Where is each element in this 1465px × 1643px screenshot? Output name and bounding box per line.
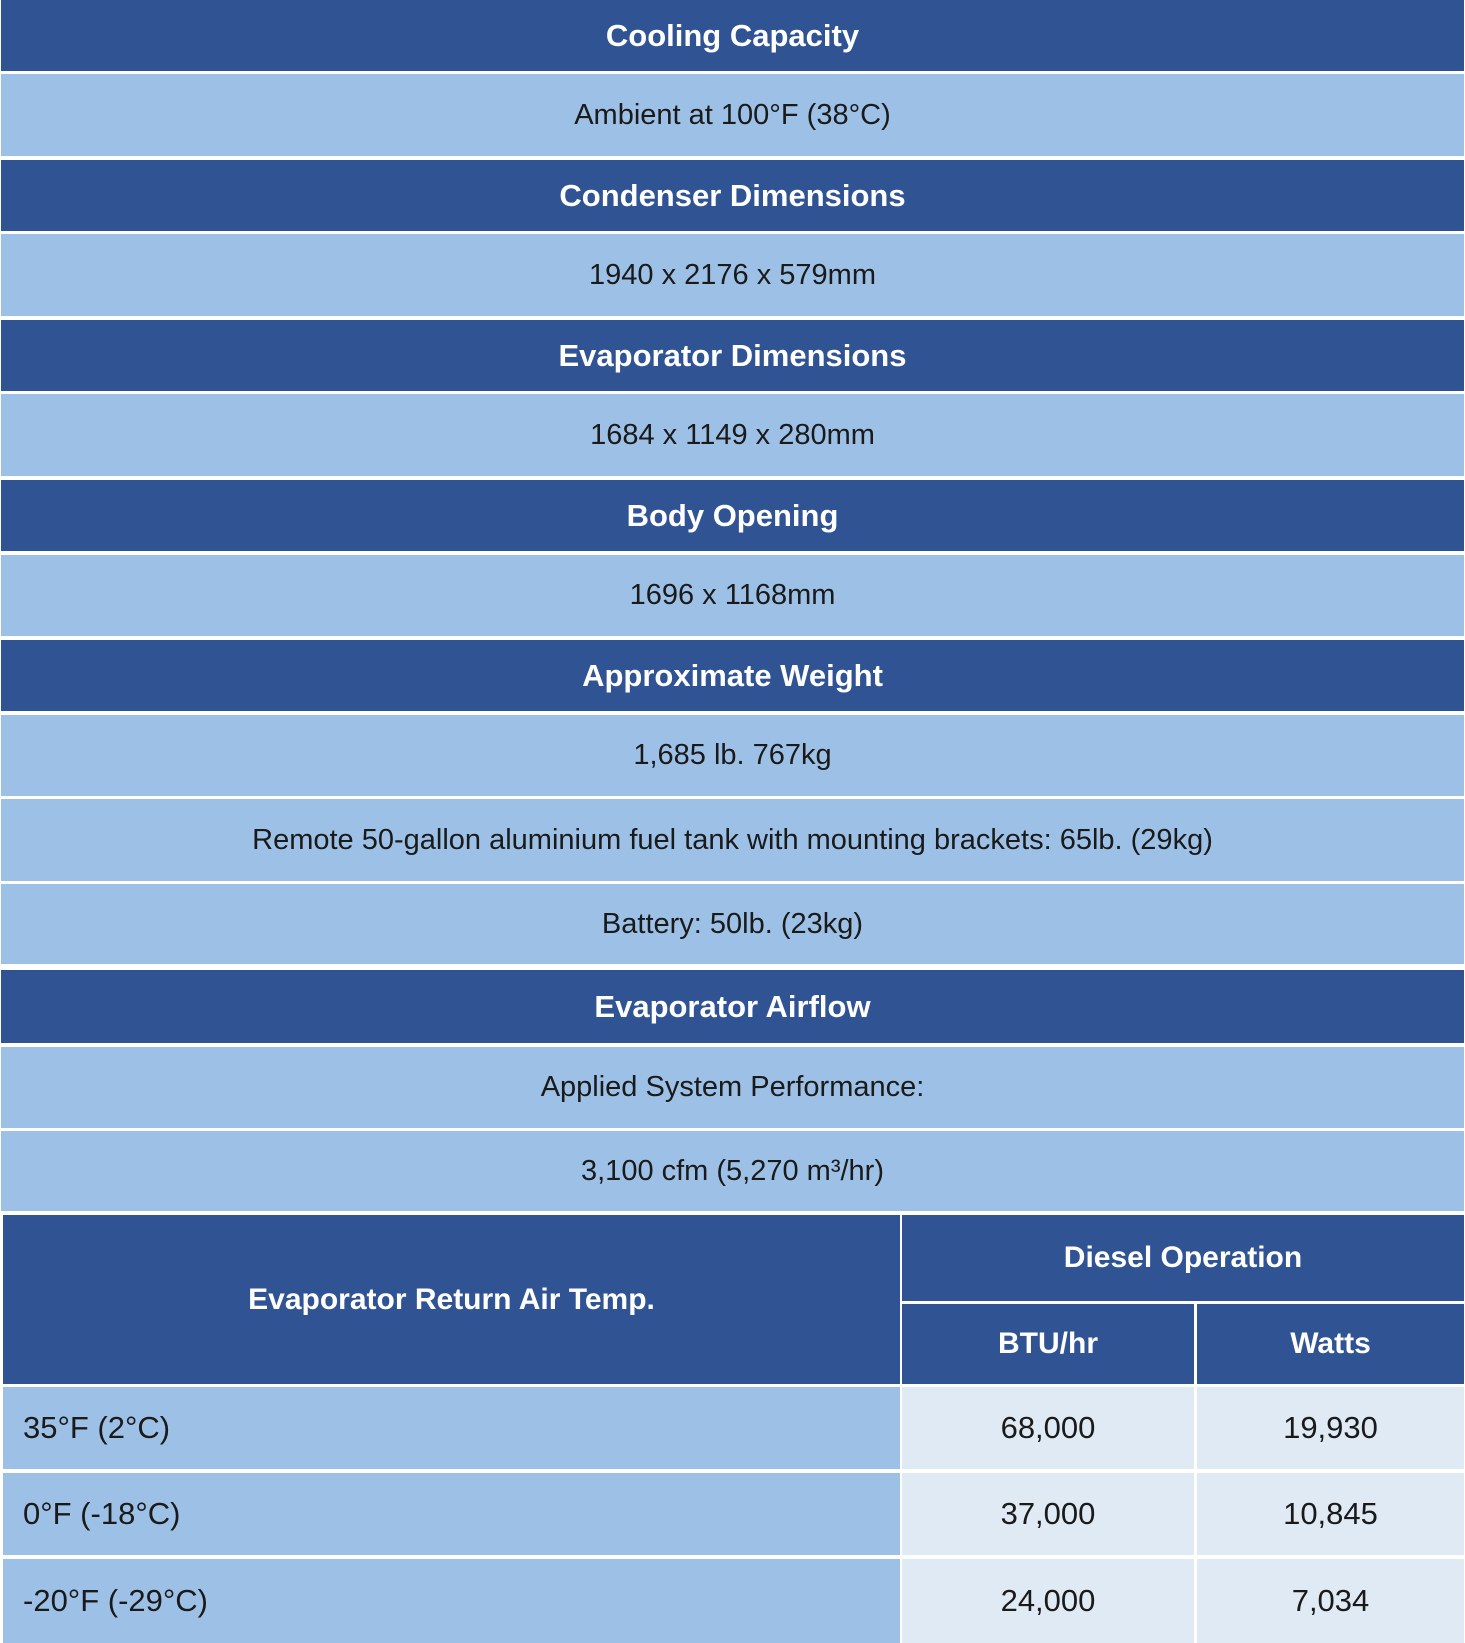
column-group-diesel-operation: Diesel Operation — [902, 1215, 1464, 1301]
condenser-dimensions-header: Condenser Dimensions — [1, 160, 1464, 231]
column-header-watts: Watts — [1197, 1304, 1464, 1384]
evaporator-airflow-header: Evaporator Airflow — [1, 970, 1464, 1043]
cooling-capacity-header: Cooling Capacity — [1, 0, 1464, 71]
fuel-tank-weight-value: Remote 50-gallon aluminium fuel tank with mounting brackets: 65lb. (29kg) — [1, 799, 1464, 881]
airflow-value: 3,100 cfm (5,270 m³/hr) — [1, 1131, 1464, 1211]
evaporator-dimensions-header: Evaporator Dimensions — [1, 320, 1464, 391]
table-row-watts: 19,930 — [1197, 1387, 1464, 1469]
table-row-temp: 0°F (-18°C) — [3, 1473, 900, 1555]
column-header-btu: BTU/hr — [902, 1304, 1194, 1384]
evaporator-dimensions-value: 1684 x 1149 x 280mm — [1, 394, 1464, 476]
applied-performance-label: Applied System Performance: — [1, 1047, 1464, 1128]
table-row-temp: 35°F (2°C) — [3, 1387, 900, 1469]
table-row-btu: 24,000 — [902, 1559, 1194, 1643]
table-row-btu: 68,000 — [902, 1387, 1194, 1469]
table-row-watts: 7,034 — [1197, 1559, 1464, 1643]
body-opening-value: 1696 x 1168mm — [1, 555, 1464, 636]
cooling-capacity-value: Ambient at 100°F (38°C) — [1, 74, 1464, 156]
table-row-watts: 10,845 — [1197, 1473, 1464, 1555]
battery-weight-value: Battery: 50lb. (23kg) — [1, 884, 1464, 964]
table-row-temp: -20°F (-29°C) — [3, 1559, 900, 1643]
approximate-weight-header: Approximate Weight — [1, 640, 1464, 711]
weight-value: 1,685 lb. 767kg — [1, 715, 1464, 796]
condenser-dimensions-value: 1940 x 2176 x 579mm — [1, 234, 1464, 316]
body-opening-header: Body Opening — [1, 480, 1464, 551]
performance-table — [3, 1215, 1464, 1643]
table-row-btu: 37,000 — [902, 1473, 1194, 1555]
column-header-return-air-temp: Evaporator Return Air Temp. — [3, 1215, 900, 1384]
